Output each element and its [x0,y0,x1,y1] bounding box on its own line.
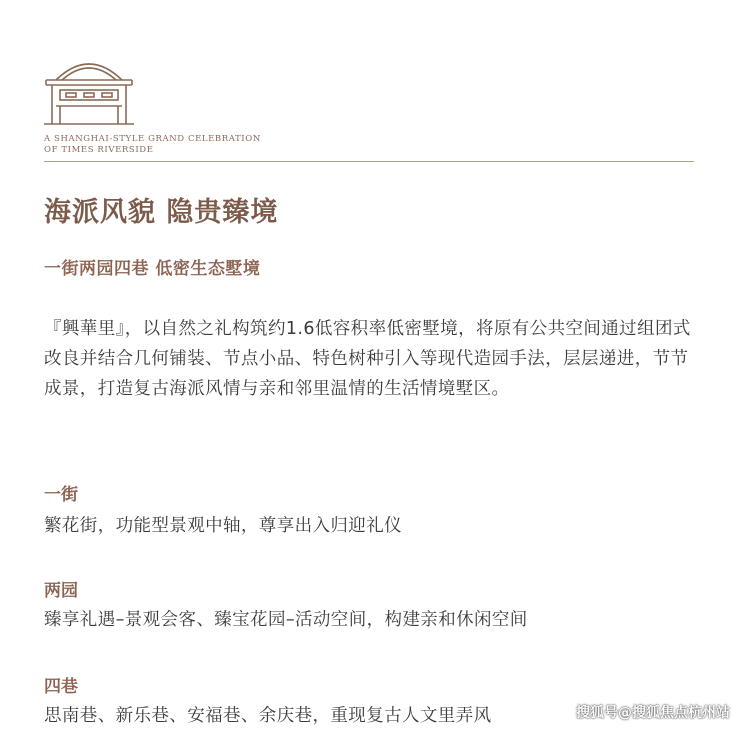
tagline-line-2: OF TIMES RIVERSIDE [44,145,154,155]
classical-gate-icon [42,50,136,128]
tagline [44,134,261,156]
section-heading-street: 一街 [44,485,78,505]
page-title: 海派风貌 隐贵臻境 [44,197,279,228]
tagline-line-1: A SHANGHAI-STYLE GRAND CELEBRATION [44,134,261,144]
section-text-gardens: 臻享礼遇–景观会客、臻宝花园–活动空间，构建亲和休闲空间 [44,610,528,630]
watermark: 搜狐号@搜狐焦点杭州站 [576,705,730,721]
section-text-street: 繁花街，功能型景观中轴，尊享出入归迎礼仪 [44,516,402,536]
section-text-lanes: 思南巷、新乐巷、安福巷、余庆巷，重现复古人文里弄风 [44,706,492,726]
intro-paragraph: 『興華里』，以自然之礼构筑约1.6低容积率低密墅境，将原有公共空间通过组团式改良并结合几何铺装、节点小品、特色树种引入等现代造园手法，层层递进，节节成景，打造复古海派风情与亲和邻里温情的生活情境墅区。 [44,319,691,399]
page-subtitle: 一街两园四巷 低密生态墅境 [44,259,261,279]
section-heading-lanes: 四巷 [44,677,78,697]
divider [44,161,694,162]
section-heading-gardens: 两园 [44,581,78,601]
